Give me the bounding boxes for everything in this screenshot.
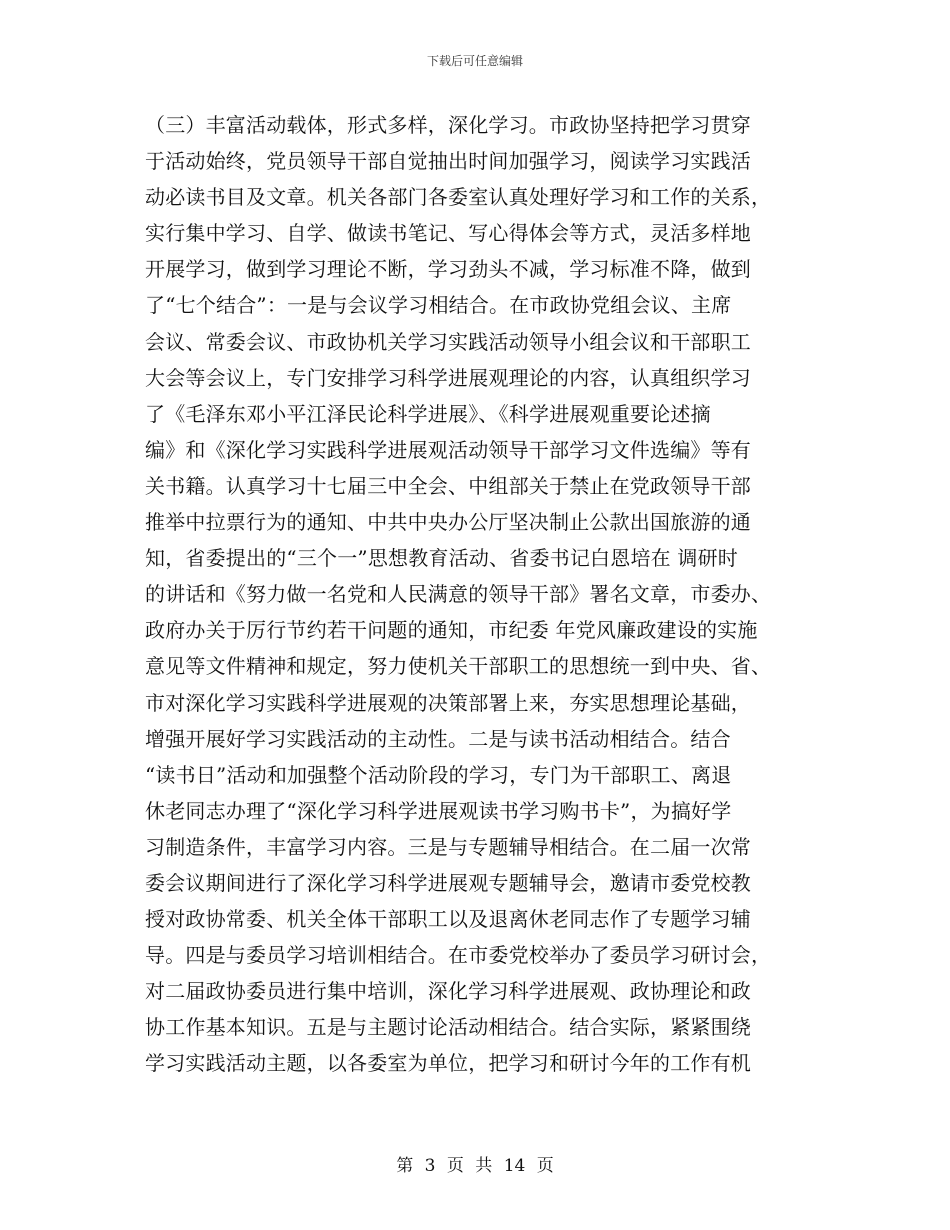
text-line: 对二届政协委员进行集中培训，深化学习科学进展观、政协理论和政 [145,979,751,1004]
page-header-note: 下载后可任意编辑 [426,54,523,68]
text-line: 导。四是与委员学习培训相结合。在市委党校举办了委员学习研讨会， [145,943,772,968]
text-line: （三）丰富活动载体，形式多样，深化学习。市政协坚持把学习贯穿 [145,113,751,137]
text-line: 实行集中学习、自学、做读书笔记、写心得体会等方式，灵活多样地 [145,221,751,246]
text-line: “读书日”活动和加强整个活动阶段的学习，专门为干部职工、离退 [145,762,732,787]
text-line: 政府办关于厉行节约若干问题的通知，市纪委 年党风廉政建设的实施 [145,618,758,643]
text-line: 大会等会议上，专门安排学习科学进展观理论的内容，认真组织学习 [145,365,751,390]
text-line: 会议、常委会议、市政协机关学习实践活动领导小组会议和干部职工 [145,329,751,354]
text-line: 推举中拉票行为的通知、中共中央办公厅坚决制止公款出国旅游的通 [145,510,751,535]
text-line: 知，省委提出的“三个一”思想教育活动、省委书记白恩培在 调研时 [145,546,739,571]
text-line: 市对深化学习实践科学进展观的决策部署上来，夯实思想理论基础， [145,690,751,715]
page-number: 第 3 页 共 14 页 [396,1156,554,1176]
text-line: 意见等文件精神和规定，努力使机关干部职工的思想统一到中央、省、 [145,654,772,679]
text-line: 委会议期间进行了深化学习科学进展观专题辅导会，邀请市委党校教 [145,870,751,895]
text-line: 学习实践活动主题，以各委室为单位，把学习和研讨今年的工作有机 [145,1051,751,1076]
text-line: 习制造条件，丰富学习内容。三是与专题辅导相结合。在二届一次常 [145,834,751,859]
text-line: 了“七个结合”：一是与会议学习相结合。在市政协党组会议、主席 [145,293,732,318]
text-line: 关书籍。认真学习十七届三中全会、中组部关于禁止在党政领导干部 [145,473,751,498]
text-line: 开展学习，做到学习理论不断，学习劲头不减，学习标准不降，做到 [145,257,751,282]
text-line: 于活动始终，党员领导干部自觉抽出时间加强学习，阅读学习实践活 [145,149,751,174]
text-line: 的讲话和《努力做一名党和人民满意的领导干部》署名文章，市委办、 [145,582,772,607]
text-line: 协工作基本知识。五是与主题讨论活动相结合。结合实际，紧紧围绕 [145,1015,751,1040]
document-body [145,107,805,1082]
text-line: 了《毛泽东邓小平江泽民论科学进展》、《科学进展观重要论述摘 [145,401,711,426]
text-line: 动必读书目及文章。机关各部门各委室认真处理好学习和工作的关系， [145,185,772,210]
text-line: 授对政协常委、机关全体干部职工以及退离休老同志作了专题学习辅 [145,907,751,932]
text-line: 增强开展好学习实践活动的主动性。二是与读书活动相结合。结合 [145,726,731,751]
text-line: 编》和《深化学习实践科学进展观活动领导干部学习文件选编》等有 [145,437,751,462]
text-line: 休老同志办理了“深化学习科学进展观读书学习购书卡”，为搞好学 [145,798,732,823]
